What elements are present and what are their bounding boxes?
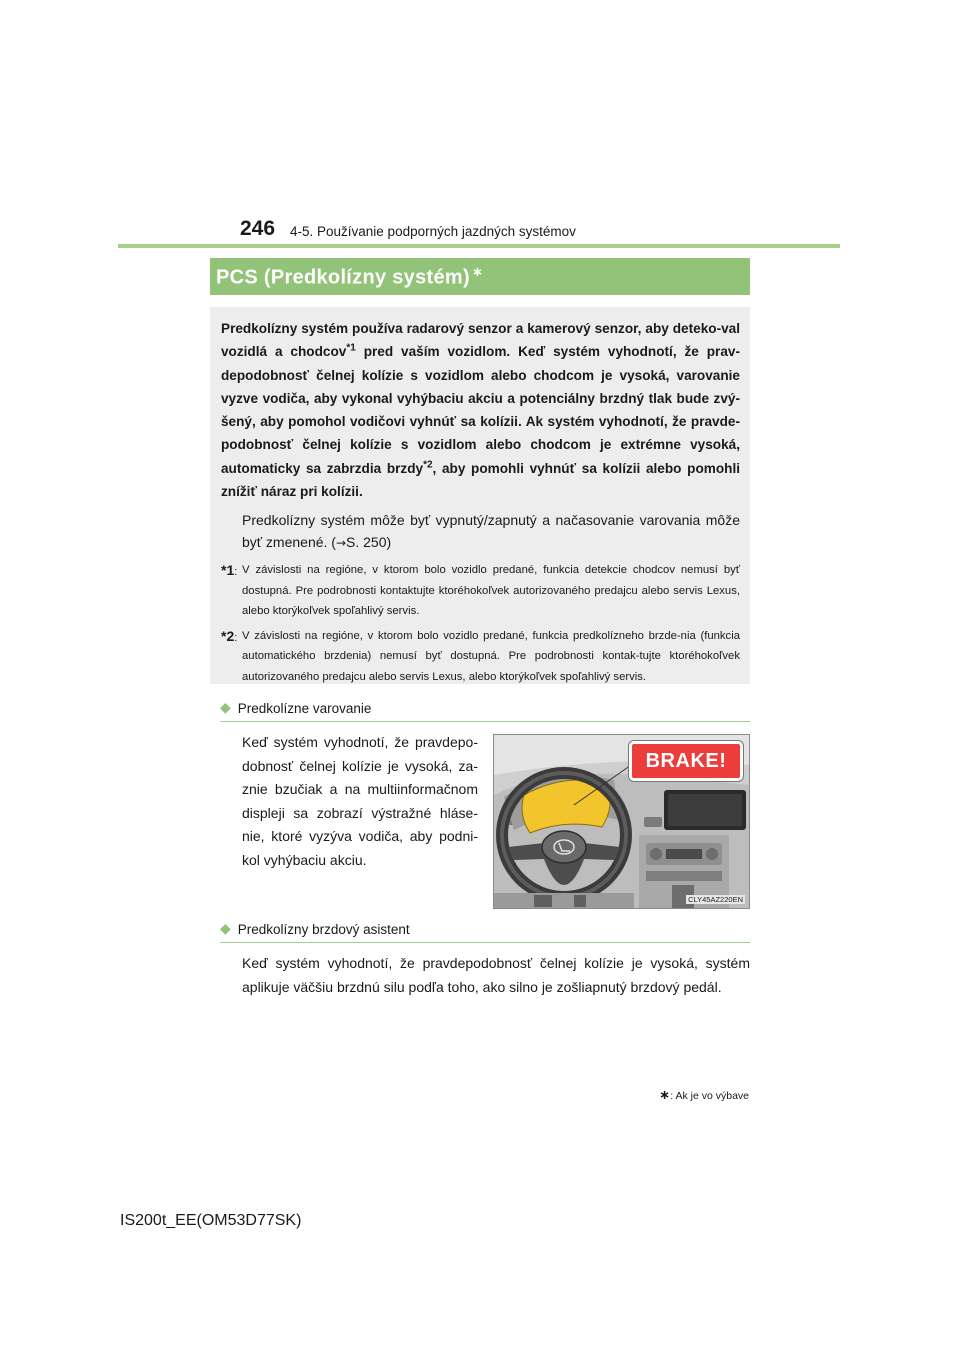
- footnote-1-mark: *1:: [221, 562, 238, 579]
- warning-section-body: Keď systém vyhodnotí, že pravdepo-dobnosť čelnej kolízie je vysoká, za-znie bzučiak a na multiinformačnom displeji sa zobrazí výstražné hláse-nie, ktoré vyzýva vodiča, aby podni-kol vyhýbaciu akciu.: [242, 734, 478, 868]
- arrow-right-icon: →: [335, 536, 347, 551]
- settings-note: Predkolízny systém môže byť vypnutý/zapnutý a načasovanie varovania môže byť zmenené. (→S. 250): [242, 512, 740, 551]
- illustration-code: CLY45AZ220EN: [688, 895, 743, 904]
- footnote-2-mark: *2:: [221, 627, 238, 644]
- section-title: PCS (Predkolízny systém) ∗: [216, 263, 484, 289]
- warning-section-heading: [220, 695, 750, 722]
- warning-section-title: Predkolízne varovanie: [237, 700, 372, 716]
- intro-paragraph: Predkolízny systém používa radarový senzor a kamerový senzor, aby deteko-val vozidlá a chodcov$^{*1}$ pred vaším vozidlom. Keď systém vyhodnotí, že prav-depodobnosť čelnej kolízie s vozidlom alebo chodcom je vysoká, varovanie vyzve vodiča, aby vykonal vyhýbaciu akciu a potenciálny brzdný tlak bude zvý-šený, aby pomohol vodičovi vyhnúť sa kolízii. Ak systém vyhodnotí, že pravde-podobnosť čelnej kolízie s vozidlom alebo chodcom je extrémne vysoká, automaticky sa zabrzdia brzdy$^{*2}$, aby pomohli vyhnúť sa kolízii alebo pomohli znížiť náraz pri kolízii.: [221, 321, 740, 500]
- intro-box: [210, 307, 750, 684]
- document-code: IS200t_EE(OM53D77SK): [120, 1212, 302, 1229]
- footnote-ref-1: *1: [346, 342, 356, 354]
- footnote-ref-2: *2: [423, 459, 433, 471]
- chapter-title: 4-5. Používanie podporných jazdných systémov: [290, 224, 576, 239]
- footnote-1-text: V závislosti na regióne, v ktorom bolo vozidlo predané, funkcia detekcie chodcov nemusí byť dostupná. Pre podrobnosti kontaktujte ktoréhokoľvek autorizovaného predajcu alebo servis Lexus, alebo ktorýkoľvek spoľahlivý servis.: [242, 564, 740, 618]
- page-reference: S. 250): [346, 534, 392, 551]
- dashboard-illustration: [493, 734, 750, 909]
- section-title-bar: [210, 258, 750, 295]
- optional-equipment-footnote: ∗: Ak je vo výbave: [659, 1087, 749, 1102]
- footnote-2: [221, 626, 740, 688]
- brake-assist-section-heading: [220, 916, 750, 943]
- footnote-1: [221, 560, 740, 622]
- footnote-2-text: V závislosti na regióne, v ktorom bolo vozidlo predané, funkcia predkolízneho brzde-nia (funkcia automatického brzdenia) nemusí byť dostupná. Pre podrobnosti kontak-tujte ktoréhokoľvek autorizovaného predajcu alebo servis Lexus, alebo ktorýkoľvek spoľahlivý servis.: [242, 629, 740, 683]
- diamond-bullet-icon: ◆: [220, 700, 231, 716]
- brake-warning-badge: BRAKE!: [629, 741, 743, 781]
- page-number: 246: [240, 217, 276, 240]
- asterisk-marker: ∗: [659, 1087, 671, 1102]
- optional-marker: ∗: [471, 263, 484, 279]
- brake-assist-section-title: Predkolízny brzdový asistent: [237, 921, 410, 937]
- header-divider: [118, 244, 840, 248]
- brake-assist-section-body: Keď systém vyhodnotí, že pravdepodobnosť čelnej kolízie je vysoká, systém aplikuje väčšiu brzdnú silu podľa toho, ako silno je zošliapnutý brzdový pedál.: [242, 955, 750, 995]
- diamond-bullet-icon: ◆: [220, 921, 231, 937]
